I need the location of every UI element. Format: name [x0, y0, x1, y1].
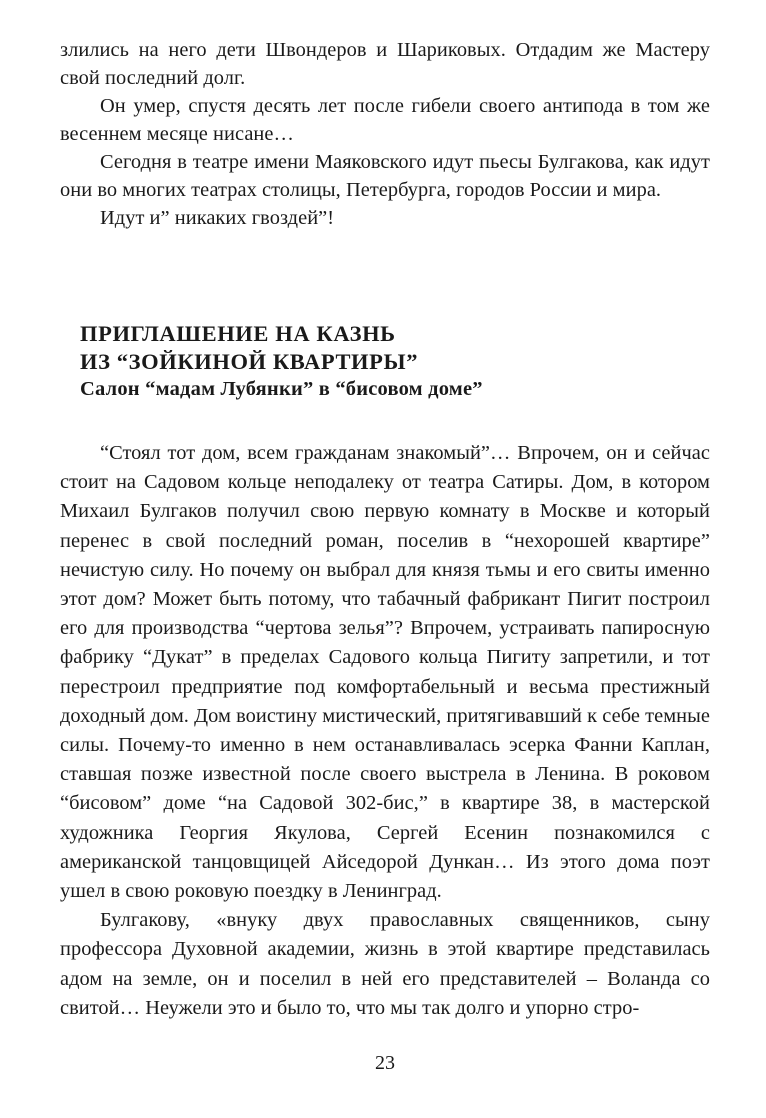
book-page [60, 36, 710, 1096]
chapter-title-line-2: ИЗ “ЗОЙКИНОЙ КВАРТИРЫ” [80, 349, 419, 374]
page-number: 23 [375, 1052, 395, 1074]
chapter-body [60, 439, 710, 1023]
chapter-subtitle: Салон “мадам Лубянки” в “бисовом доме” [80, 378, 483, 400]
paragraph: Булгакову, «внуку двух православных священников, сыну профессора Духовной академии, жизнь в этой квартире представилась адом на земле, он и поселил в ней его представителей – Воланда со свитой… Неужели это и было то, что мы так долго и упорно стро- [60, 909, 710, 1019]
paragraph: Сегодня в театре имени Маяковского идут пьесы Булгакова, как идут они во многих театрах столицы, Петербурга, городов России и мира. [60, 151, 710, 201]
paragraph-continuation: злились на него дети Швондеров и Шариковых. Отдадим же Мастеру свой последний долг. [60, 39, 710, 89]
paragraph: Он умер, спустя десять лет после гибели своего антипода в том же весеннем месяце нисане… [60, 95, 710, 145]
paragraph: Идут и” никаких гвоздей”! [100, 207, 335, 229]
chapter-heading [60, 320, 710, 403]
previous-chapter-ending [60, 36, 710, 232]
paragraph: “Стоял тот дом, всем гражданам знакомый”… Впрочем, он и сейчас стоит на Садовом кольце неподалеку от театра Сатиры. Дом, в котором Михаил Булгаков получил свою первую комнату в Москве и который перенес в свой последний роман, поселив в “нехорошей квартире” нечистую силу. Но почему он выбрал для князя тьмы и его свиты именно этот дом? Может быть потому, что табачный фабрикант Пигит построил его для производства “чертова зелья”? Впрочем, устраивать папиросную фабрику “Дукат” в пределах Садового кольца Пигиту запретили, и тот перестроил предприятие под комфортабельный и весьма престижный доходный дом. Дом воистину мистический, притягивавший к себе темные силы. Почему-то именно в нем останавливалась эсерка Фанни Каплан, ставшая позже известной после своего выстрела в Ленина. В роковом “бисовом” доме “на Садовой 302-бис,” в квартире 38, в мастерской художника Георгия Якулова, Сергей Есенин познакомился с американской танцовщицей Айседорой Дункан… Из этого дома поэт ушел в свою роковую поездку в Ленинград. [60, 442, 710, 903]
chapter-title-line-1: ПРИГЛАШЕНИЕ НА КАЗНЬ [80, 321, 396, 346]
